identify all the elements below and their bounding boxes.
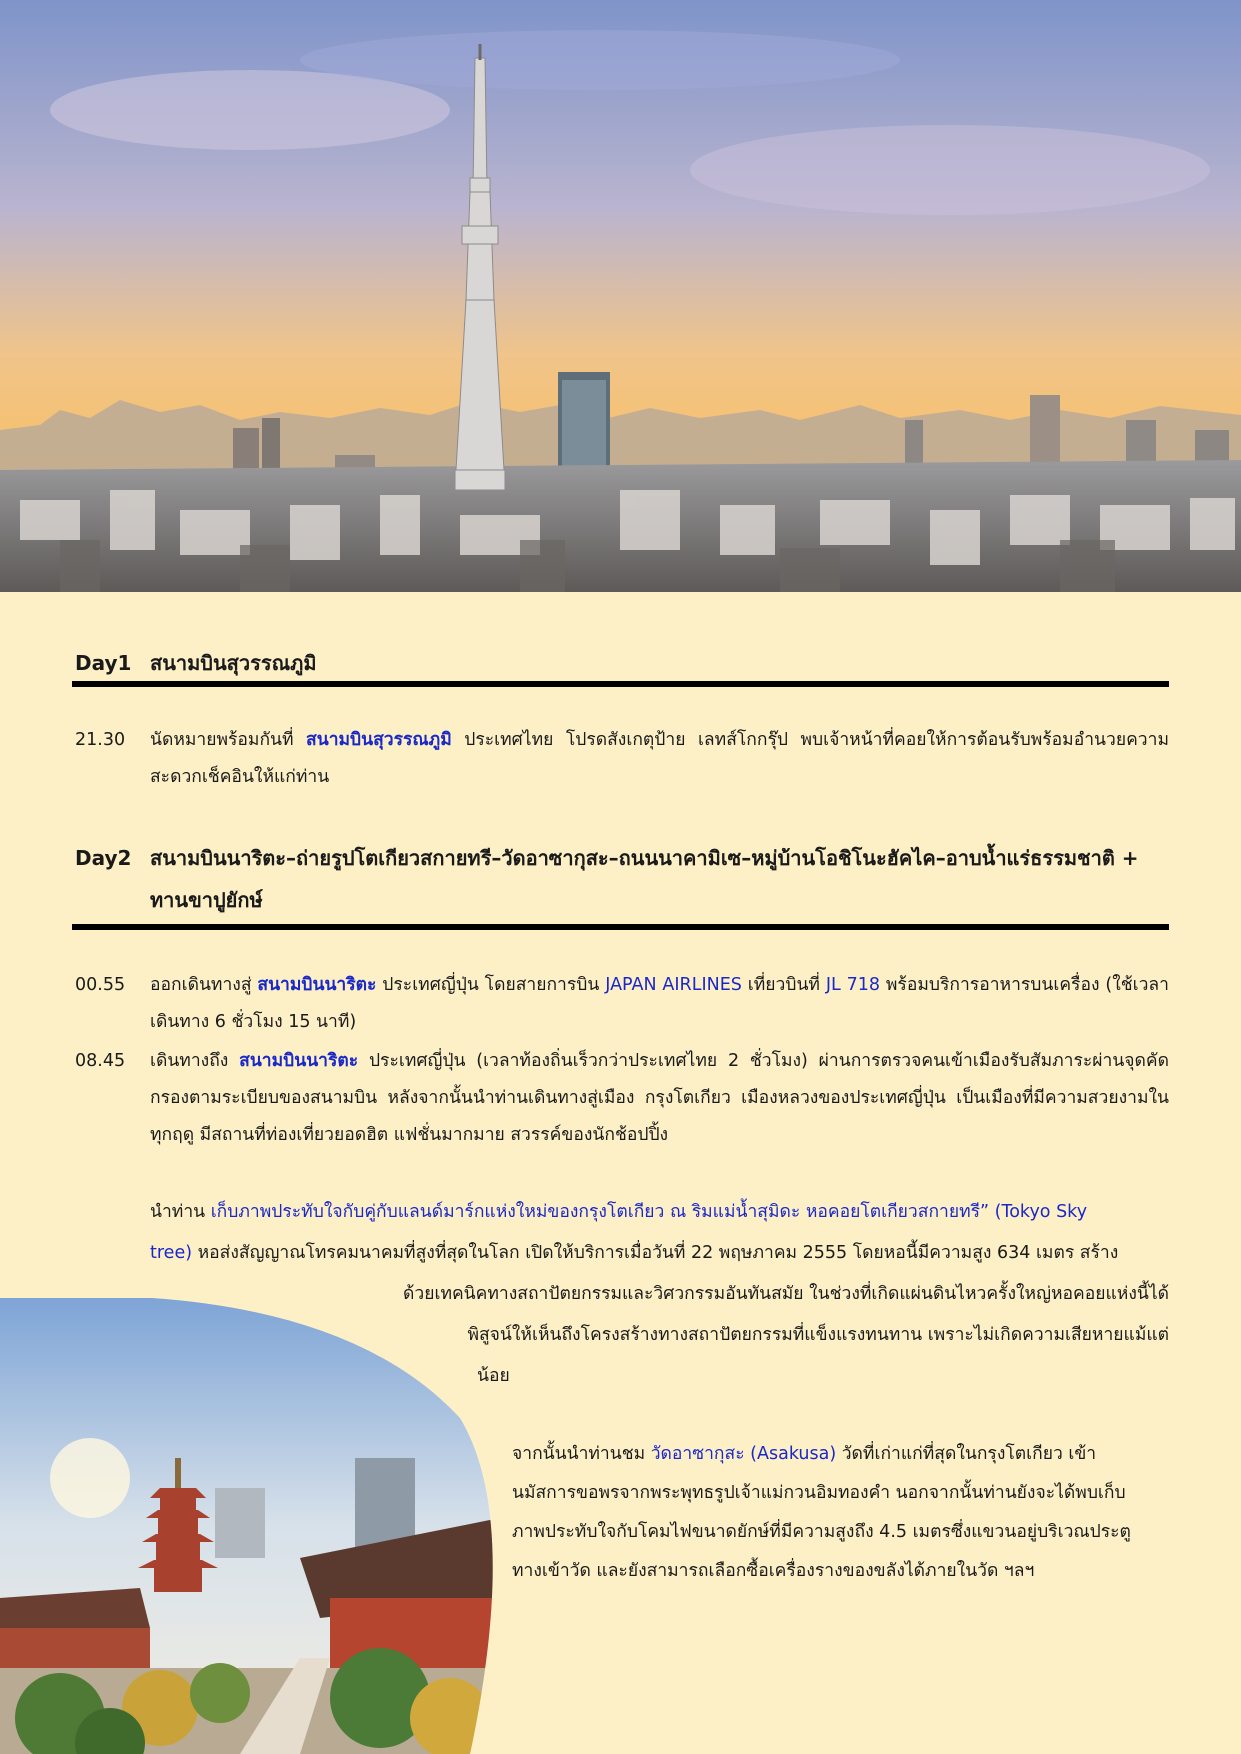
place-highlight: สนามบินนาริตะ [257,975,377,995]
airline-highlight: JAPAN AIRLINES [605,975,742,995]
asakusa-temple-image [0,1298,500,1754]
asakusa-image [0,1298,500,1754]
place-highlight: สนามบินสุวรรณภูมิ [306,730,452,750]
day1-entry [75,722,1169,796]
asakusa-paragraph-line4: ทางเข้าวัด และยังสามารถเลือกซื้อเครื่องรางของขลังได้ภายในวัด ฯลฯ [512,1561,1035,1581]
skytree-paragraph-line3: ด้วยเทคนิคทางสถาปัตยกรรมและวิศวกรรมอันทันสมัย ในช่วงที่เกิดแผ่นดินไหวครั้งใหญ่หอคอยแห่งนี้ได้ [403,1284,1169,1304]
entry-time: 08.45 [75,1051,126,1071]
entry-time: 21.30 [75,730,126,750]
skytree-paragraph-line5: น้อย [477,1366,510,1386]
place-highlight: สนามบินนาริตะ [239,1051,359,1071]
day1-title: สนามบินสุวรรณภูมิ [150,651,317,675]
day2-divider [72,924,1169,930]
day2-entry-departure [75,967,1169,1041]
asakusa-paragraph-line1: จากนั้นนำท่านชม วัดอาซากุสะ (Asakusa) วัดที่เก่าแก่ที่สุดในกรุงโตเกียว เข้า [512,1444,1097,1464]
skytree-cityscape-image [0,0,1241,592]
skytree-paragraph-line4: พิสูจน์ให้เห็นถึงโครงสร้างทางสถาปัตยกรรมที่แข็งแรงทนทาน เพราะไม่เกิดความเสียหายแม้แต่ [467,1325,1169,1345]
day2-header [75,837,1169,921]
entry-text: นัดหมายพร้อมกันที่ สนามบินสุวรรณภูมิ ประเทศไทย โปรดสังเกตุป้าย เลทส์โกกรุ๊ป พบเจ้าหน้าที่คอยให้การต้อนรับพร้อมอำนวยความสะดวกเช็คอินให้แก่ท่าน [150,730,1169,787]
entry-text: เดินทางถึง สนามบินนาริตะ ประเทศญี่ปุ่น (เวลาท้องถิ่นเร็วกว่าประเทศไทย 2 ชั่วโมง) ผ่านการตรวจคนเข้าเมืองรับสัมภาระผ่านจุดคัดกรองตามระเบียบของสนามบิน หลังจากนั้นนำท่านเดินทางสู่เมือง กรุงโตเกียว เมืองหลวงของประเทศญี่ปุ่น เป็นเมืองที่มีความสวยงามในทุกฤดู มีสถานที่ท่องเที่ยวยอดฮิต แฟชั่นมากมาย สวรรค์ของนักช้อปปิ้ง [150,1051,1169,1145]
hero-image [0,0,1241,592]
skytree-highlight-cont: tree) [150,1243,193,1263]
entry-text: ออกเดินทางสู่ สนามบินนาริตะ ประเทศญี่ปุ่น โดยสายการบิน JAPAN AIRLINES เที่ยวบินที่ JL 718 พร้อมบริการอาหารบนเครื่อง (ใช้เวลาเดินทาง 6 ชั่วโมง 15 นาที) [150,975,1169,1032]
day1-label: Day1 [75,651,132,675]
asakusa-paragraph-line3: ภาพประทับใจกับโคมไฟขนาดยักษ์ที่มีความสูงถึง 4.5 เมตรซึ่งแขวนอยู่บริเวณประตู [512,1522,1131,1542]
day2-entry-arrival [75,1043,1169,1154]
skytree-paragraph-line1: นำท่าน เก็บภาพประทับใจกับคู่กับแลนด์มาร์กแห่งใหม่ของกรุงโตเกียว ณ ริมแม่น้ำสุมิดะ หอคอยโตเกียวสกายทรี” (Tokyo Sky [150,1202,1088,1222]
day1-header [75,642,1169,684]
day1-divider [72,681,1169,687]
day2-title: สนามบินนาริตะ–ถ่ายรูปโตเกียวสกายทรี–วัดอาซากุสะ–ถนนนาคามิเซ–หมู่บ้านโอชิโนะฮัคไค–อาบน้ำแร่ธรรมชาติ + ทานขาปูยักษ์ [150,846,1139,912]
asakusa-highlight: วัดอาซากุสะ (Asakusa) [650,1444,837,1464]
skytree-paragraph-line2: tree) หอส่งสัญญาณโทรคมนาคมที่สูงที่สุดในโลก เปิดให้บริการเมื่อวันที่ 22 พฤษภาคม 2555 โดยหอนี้มีความสูง 634 เมตร สร้าง [150,1243,1119,1263]
flight-highlight: JL 718 [825,975,881,995]
asakusa-paragraph-line2: นมัสการขอพรจากพระพุทธรูปเจ้าแม่กวนอิมทองคำ นอกจากนั้นท่านยังจะได้พบเก็บ [512,1483,1126,1503]
day2-label: Day2 [75,846,132,870]
skytree-highlight: เก็บภาพประทับใจกับคู่กับแลนด์มาร์กแห่งใหม่ของกรุงโตเกียว ณ ริมแม่น้ำสุมิดะ หอคอยโตเกียวสกายทรี” (Tokyo Sky [210,1202,1088,1222]
entry-time: 00.55 [75,975,126,995]
